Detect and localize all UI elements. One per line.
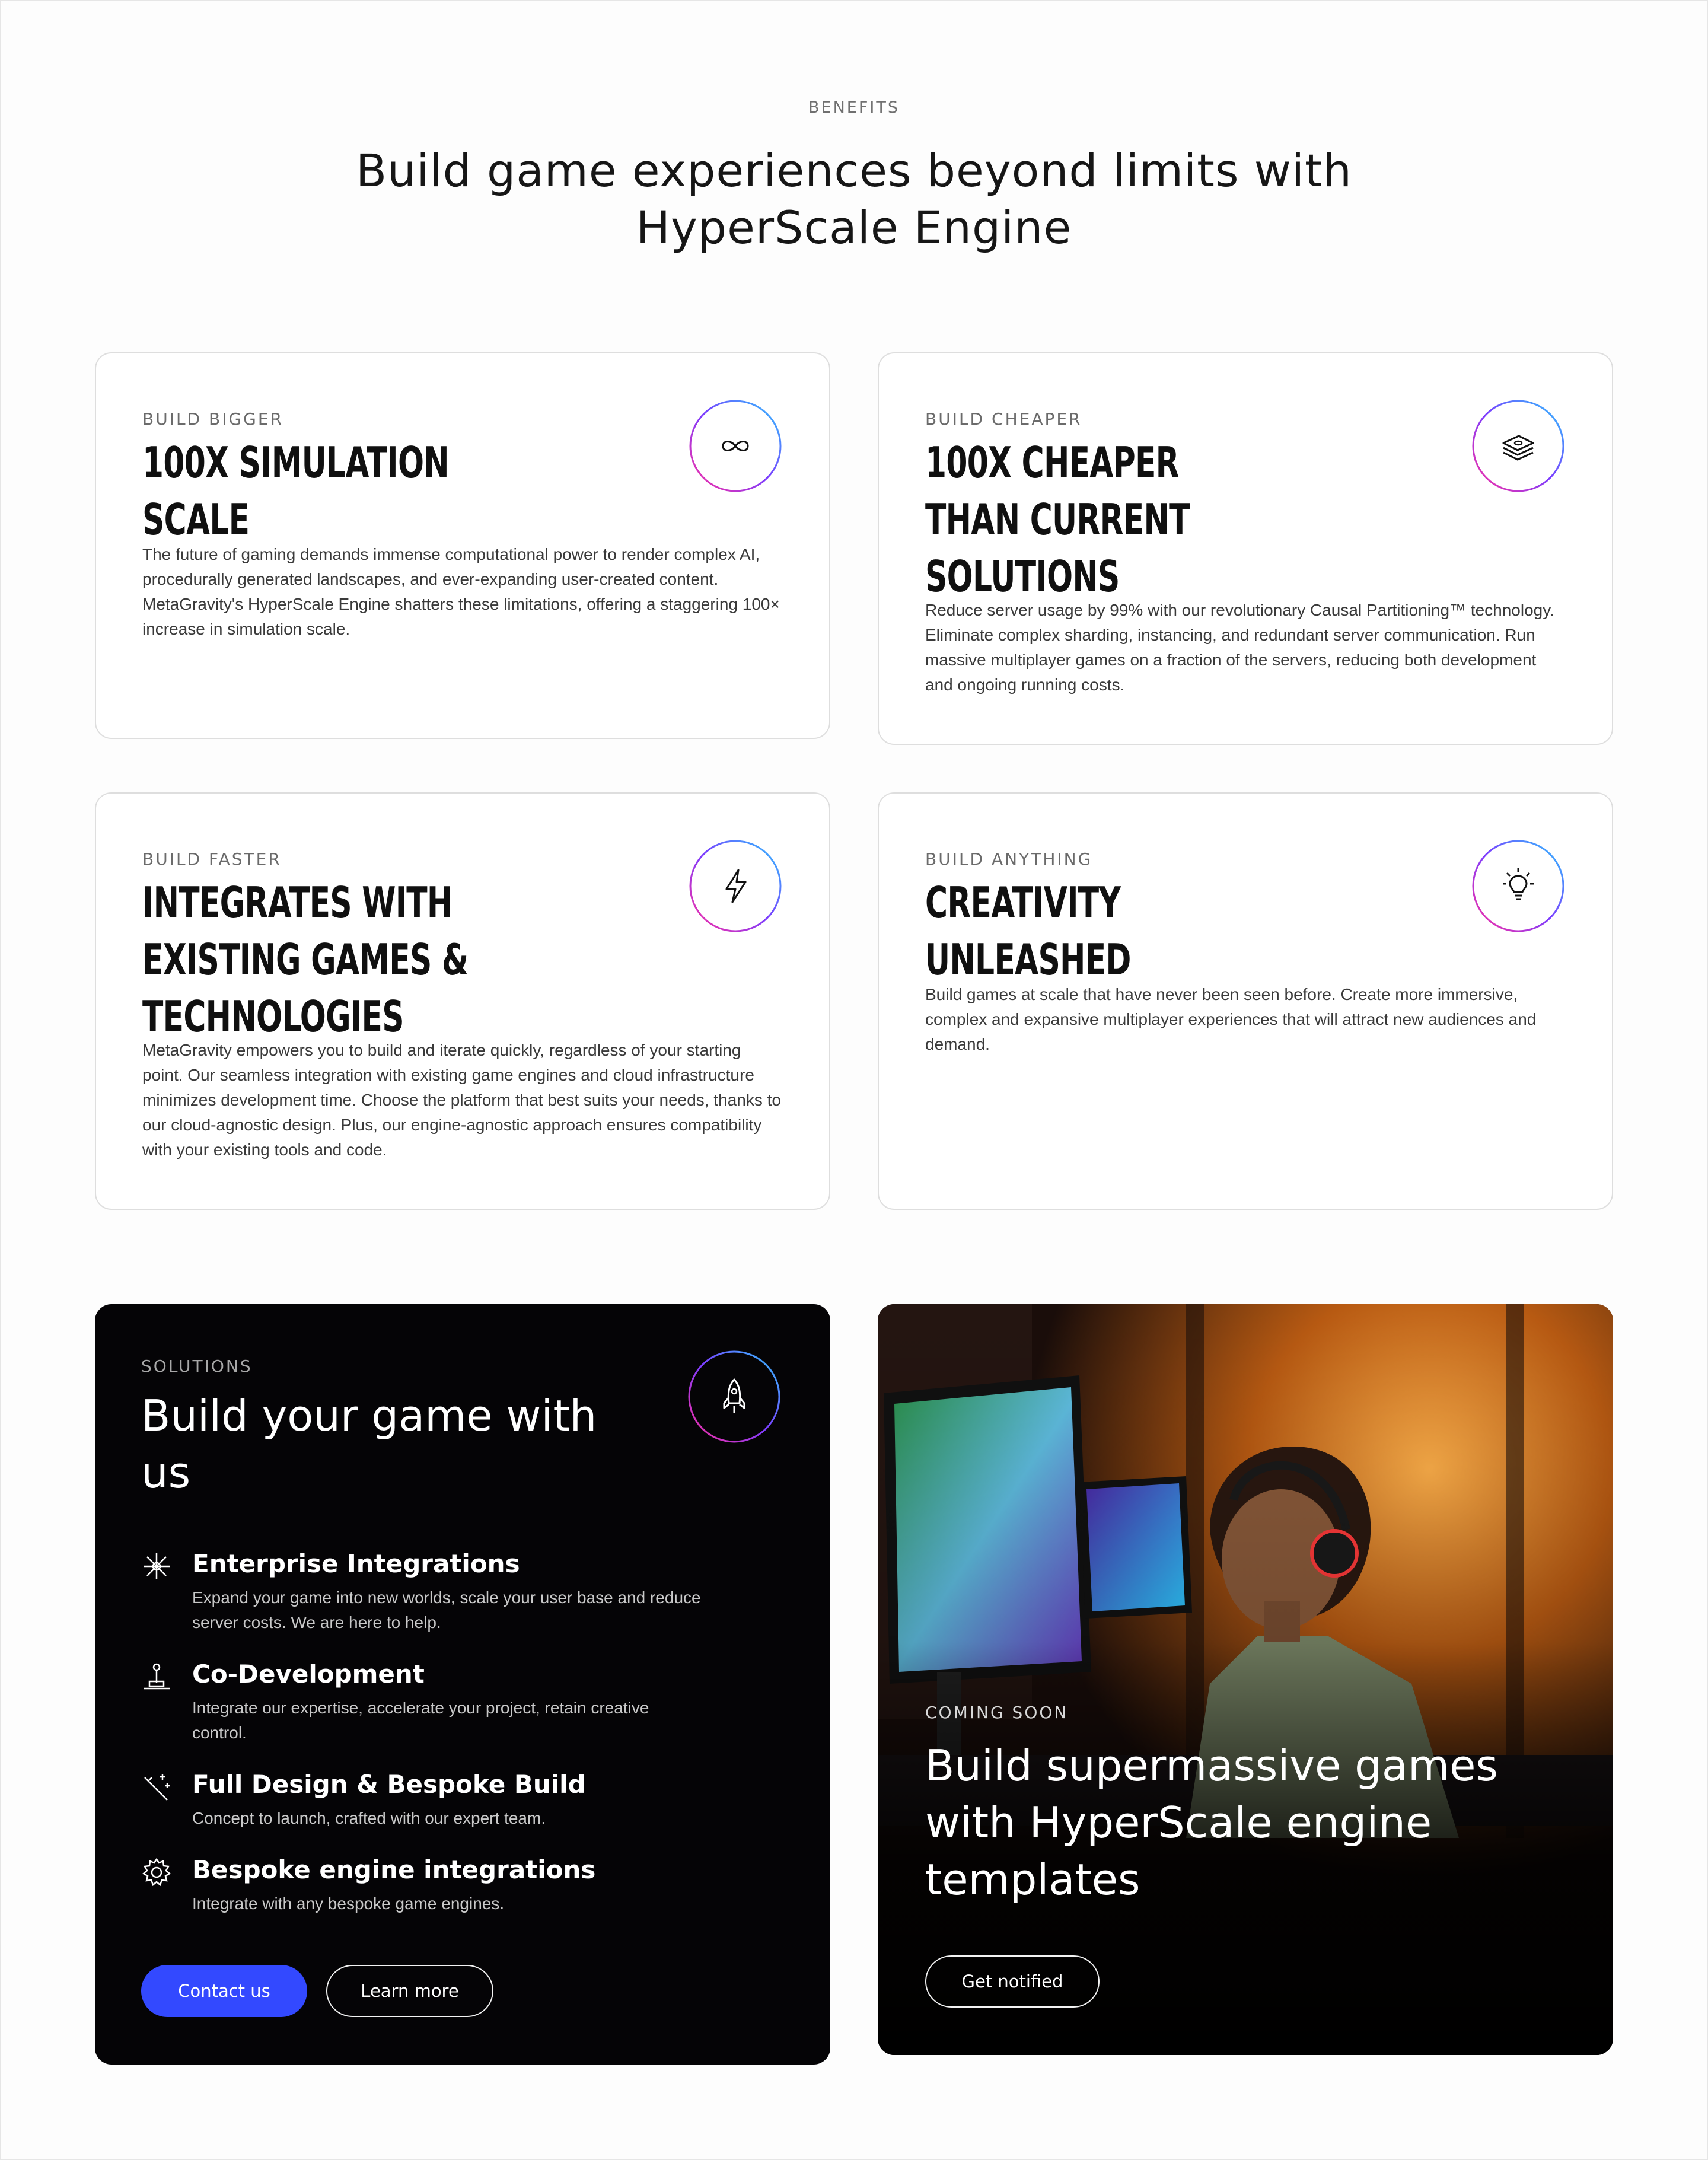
snowflake-icon <box>141 1551 172 1582</box>
benefit-title: 100X CHEAPER THAN CURRENT SOLUTIONS <box>925 438 1190 601</box>
solution-title: Bespoke engine integrations <box>192 1855 596 1884</box>
coming-soon-title: Build supermassive games with HyperScale engine templates <box>925 1741 1498 1904</box>
solution-title: Enterprise Integrations <box>192 1549 520 1578</box>
benefit-icon-ring <box>1472 840 1564 932</box>
money-stack-icon <box>1497 425 1539 467</box>
benefit-label: BUILD BIGGER <box>142 409 284 429</box>
benefit-description: MetaGravity empowers you to build and iterate quickly, regardless of your starting point. Our seamless integration with existing game engines and cloud infrastructure minimizes development time. Choose the platform that best suits your needs, thanks to our cloud-agnostic design. Plus, our engine-agnostic approach ensures compatibility with your existing tools and code. <box>142 1041 781 1159</box>
benefit-label: BUILD ANYTHING <box>925 849 1093 869</box>
benefit-card-bigger <box>95 352 830 739</box>
lightbulb-icon <box>1497 865 1539 907</box>
learn-more-button[interactable]: Learn more <box>326 1965 493 2017</box>
benefit-card-cheaper <box>878 352 1613 745</box>
solutions-card <box>95 1304 830 2065</box>
joystick-icon <box>141 1661 172 1692</box>
gamer-photo <box>878 1304 1613 2055</box>
benefit-card-faster <box>95 792 830 1210</box>
solution-title: Co-Development <box>192 1659 425 1689</box>
benefit-card-anything <box>878 792 1613 1210</box>
magic-wand-icon <box>141 1772 172 1802</box>
coming-soon-label: COMING SOON <box>925 1703 1069 1722</box>
benefit-title: INTEGRATES WITH EXISTING GAMES & TECHNOLOGIES <box>142 878 469 1041</box>
benefit-description: Reduce server usage by 99% with our revolutionary Causal Partitioning™ technology. Eliminate complex sharding, instancing, and redundant server communication. Run massive multiplayer games on a fraction of the servers, reducing both development and ongoing running costs. <box>925 601 1554 694</box>
solution-item <box>141 1547 734 1630</box>
benefit-icon-ring <box>1472 400 1564 492</box>
benefit-title: 100X SIMULATION SCALE <box>142 438 449 544</box>
benefit-label: BUILD FASTER <box>142 849 282 869</box>
coming-soon-card <box>878 1304 1613 2055</box>
solutions-title: Build your game with us <box>141 1391 597 1498</box>
solution-description: Integrate with any bespoke game engines. <box>192 1894 505 1913</box>
solution-description: Integrate our expertise, accelerate your project, retain creative control. <box>192 1699 649 1742</box>
benefit-icon-ring <box>689 400 782 492</box>
solution-title: Full Design & Bespoke Build <box>192 1770 586 1799</box>
solutions-icon-ring <box>688 1350 780 1443</box>
contact-us-button[interactable]: Contact us <box>141 1965 307 2017</box>
benefit-description: Build games at scale that have never been seen before. Create more immersive, complex and expansive multiplayer experiences that will attract new audiences and demand. <box>925 985 1537 1053</box>
solution-item <box>141 1768 734 1833</box>
section-eyebrow: BENEFITS <box>808 98 900 117</box>
infinity-icon <box>715 425 756 467</box>
solution-item <box>141 1853 734 1919</box>
get-notified-button[interactable]: Get notified <box>925 1955 1100 2008</box>
solutions-label: SOLUTIONS <box>141 1356 253 1376</box>
solution-description: Concept to launch, crafted with our expert team. <box>192 1809 546 1827</box>
benefit-title: CREATIVITY UNLEASHED <box>925 878 1131 985</box>
solution-item <box>141 1658 734 1741</box>
solution-description: Expand your game into new worlds, scale your user base and reduce server costs. We are here to help. <box>192 1588 701 1632</box>
section-title: Build game experiences beyond limits with HyperScale Engine <box>356 144 1352 254</box>
gear-icon <box>141 1857 172 1888</box>
lightning-icon <box>715 865 756 907</box>
benefit-label: BUILD CHEAPER <box>925 409 1082 429</box>
rocket-icon <box>713 1376 755 1417</box>
benefit-description: The future of gaming demands immense computational power to render complex AI, procedurally generated landscapes, and ever-expanding user-created content. MetaGravity's HyperScale Engine shatters these limitations, offering a staggering 100× increase in simulation scale. <box>142 545 780 638</box>
benefit-icon-ring <box>689 840 782 932</box>
